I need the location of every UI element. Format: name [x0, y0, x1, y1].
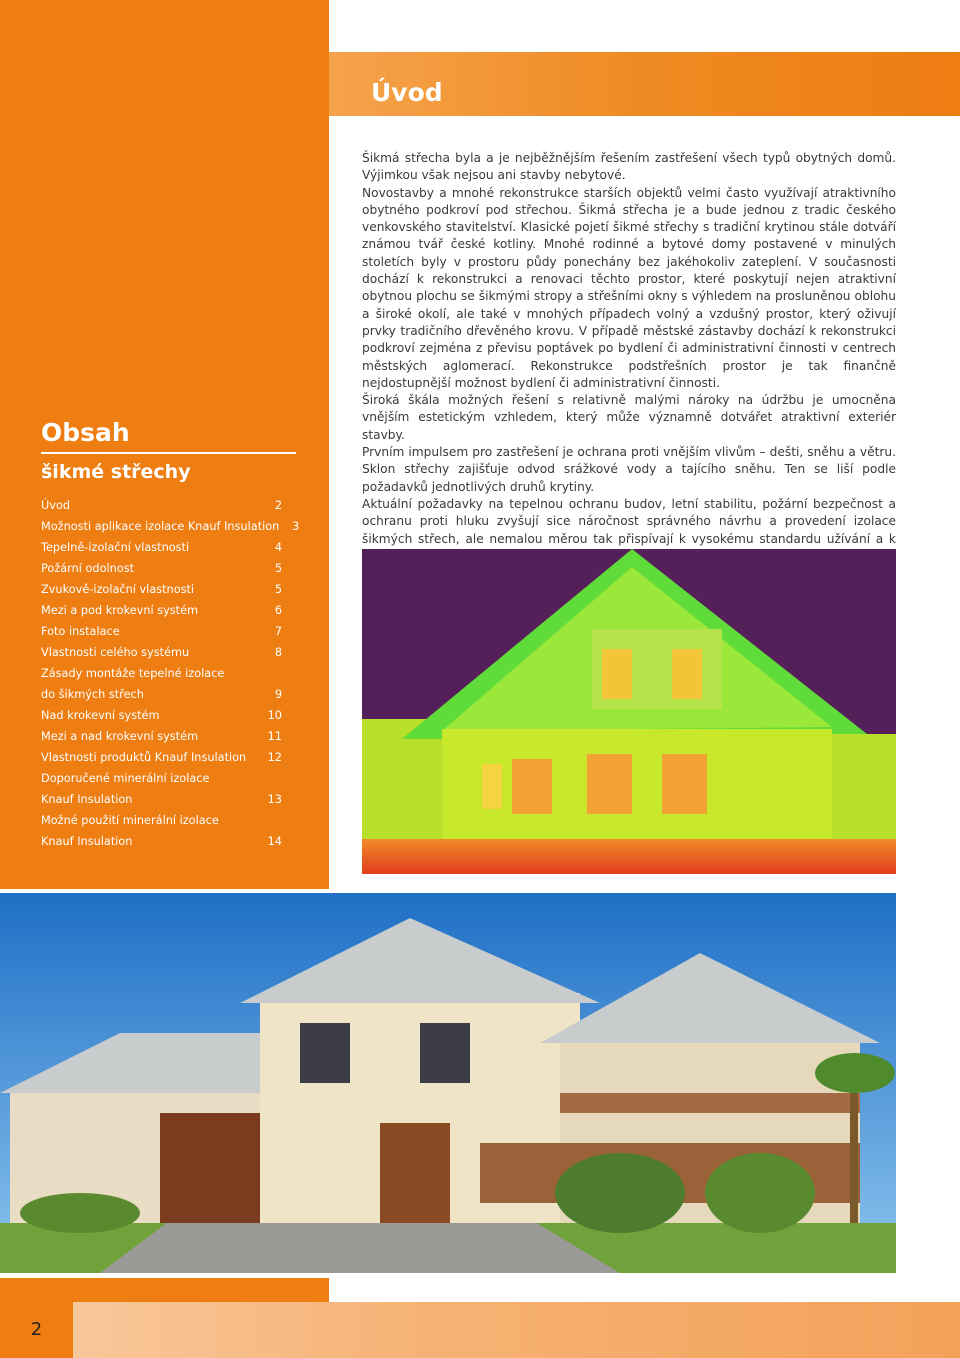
toc-item[interactable]: [41, 642, 282, 663]
toc-subheading: šikmé střechy: [41, 461, 191, 483]
toc-item[interactable]: [41, 810, 282, 831]
toc-item-page: 7: [274, 625, 282, 638]
footer-tab: [0, 1278, 329, 1302]
toc-item-page: 9: [274, 688, 282, 701]
toc-item-label: Vlastnosti celého systému: [41, 646, 190, 659]
toc-divider: [41, 452, 296, 454]
body-paragraph: Prvním impulsem pro zastřešení je ochrana proti vnějším vlivům – dešti, sněhu a větru. Sklon střechy zajišťuje odvod srážkové vody a tajícího sněhu. Ten se liší podle požadavků jednotlivých druhů krytiny.: [362, 445, 896, 494]
toc-item[interactable]: [41, 747, 282, 768]
toc-item-page: 14: [267, 835, 282, 848]
thermal-house-illustration: [362, 549, 896, 874]
toc-item[interactable]: [41, 768, 282, 789]
toc-item[interactable]: [41, 537, 282, 558]
toc-item-page: [262, 810, 282, 831]
toc-item-label: Zvukově-izolační vlastnosti: [41, 583, 195, 596]
toc-list: [41, 495, 300, 852]
toc-item-page: 4: [274, 541, 282, 554]
toc-item-page: [262, 663, 282, 684]
body-paragraph: Novostavby a mnohé rekonstrukce starších objektů velmi často využívají atraktivního obytného podkroví pod střechou. Šikmá střecha je a bude jednou z tradic českého venkovského stavitelství. Klasické pojetí šikmé střechy s tradiční krytinou stále dotváří známou tvář české kotliny. Mnohé rodinné a bytové domy postavené v minulých stoletích byly v prostoru půdy ponechány bez jakéhokoliv zateplení. V současnosti dochází k rekonstrukci a renovaci těchto prostor, které poskytují nejen atraktivní obytnou plochu se šikmými stropy a střešními okny s výhledem na prosluněnou oblohu a široké okolí, ale také v mnohých případech volný a vzdušný prostor, který oživují prvky tradičního dřevěného krovu. V případě městské zástavby dochází k rekonstrukci podkroví zejména z převisu poptávek po bydlení či administrativní činnosti v centrech městských aglomerací. Rekonstrukce podstřešních prostor je tak finančně nejdostupnější možnost bydlení či administrativní činnosti.: [362, 185, 896, 390]
toc-item-label: Mezi a pod krokevní systém: [41, 604, 199, 617]
toc-item-page: 5: [274, 562, 282, 575]
toc-item-label: Tepelně-izolační vlastnosti: [41, 541, 190, 554]
toc-item[interactable]: [41, 789, 282, 810]
toc-heading: Obsah: [41, 418, 130, 447]
toc-item-page: 6: [274, 604, 282, 617]
body-text: [362, 150, 896, 565]
toc-item-page: 13: [267, 793, 282, 806]
toc-item[interactable]: [41, 558, 282, 579]
toc-item-page: 10: [267, 709, 282, 722]
toc-item-page: 2: [274, 499, 282, 512]
toc-item-page: [262, 768, 282, 789]
toc-item-label: do šikmých střech: [41, 688, 144, 701]
body-paragraph: Široká škála možných řešení s relativně malými nároky na údržbu je umocněna vnějším estetickým vzhledem, který může významně dotvářet atraktivní exteriér stavby.: [362, 393, 896, 442]
toc-item-label: Knauf Insulation: [41, 793, 133, 806]
toc-item-label: Vlastnosti produktů Knauf Insulation: [41, 751, 247, 764]
toc-item[interactable]: [41, 831, 282, 852]
toc-item[interactable]: [41, 495, 282, 516]
page-number: 2: [30, 1319, 43, 1340]
toc-item[interactable]: [41, 579, 282, 600]
toc-item[interactable]: [41, 516, 300, 537]
page-title: Úvod: [371, 78, 443, 107]
toc-item-label: Nad krokevní systém: [41, 709, 160, 722]
toc-item-page: 11: [267, 730, 282, 743]
toc-item-label: Zásady montáže tepelné izolace: [41, 667, 225, 680]
toc-sidebar: [0, 0, 329, 889]
toc-item-label: Úvod: [41, 499, 71, 512]
house-photo: [0, 893, 896, 1273]
toc-item-label: Foto instalace: [41, 625, 120, 638]
toc-item[interactable]: [41, 726, 282, 747]
toc-item[interactable]: [41, 684, 282, 705]
toc-item-page: 5: [274, 583, 282, 596]
toc-item-page: 3: [292, 520, 300, 533]
toc-item[interactable]: [41, 621, 282, 642]
body-paragraph: Aktuální požadavky na tepelnou ochranu budov, letní stabilitu, požární bezpečnost a ochranu proti hluku zvyšují sice náročnost správného návrhu a provedení izolace šikmých střech, ale nemalou měrou tak přispívají k vysokému standardu užívání a k: [362, 496, 896, 546]
toc-item-label: Knauf Insulation: [41, 835, 133, 848]
toc-item[interactable]: [41, 600, 282, 621]
toc-item-label: Požární odolnost: [41, 562, 135, 575]
toc-item[interactable]: [41, 705, 282, 726]
footer-bar: [73, 1302, 960, 1358]
toc-item[interactable]: [41, 663, 282, 684]
toc-item-label: Mezi a nad krokevní systém: [41, 730, 199, 743]
toc-item-page: 12: [267, 751, 282, 764]
toc-item-label: Možné použití minerální izolace: [41, 814, 219, 827]
body-paragraph: Šikmá střecha byla a je nejběžnějším řešením zastřešení všech typů obytných domů. Výjimkou však nejsou ani stavby nebytové.: [362, 151, 896, 183]
toc-item-label: Možnosti aplikace izolace Knauf Insulation: [41, 520, 280, 533]
toc-item-label: Doporučené minerální izolace: [41, 772, 210, 785]
house-photo-illustration: [0, 893, 896, 1273]
toc-item-page: 8: [274, 646, 282, 659]
thermal-house-image: [362, 549, 896, 874]
